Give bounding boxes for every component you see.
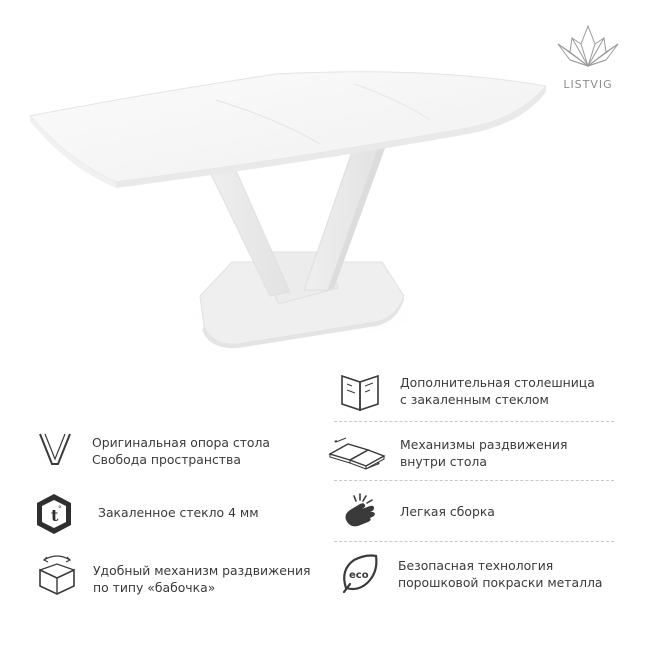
svg-text:t: t <box>51 506 59 525</box>
feature-butterfly <box>36 552 78 600</box>
tempered-glass-icon <box>34 492 74 536</box>
feature-text-tempered-glass: Закаленное стекло 4 мм <box>98 505 259 520</box>
butterfly-box-icon <box>36 552 78 596</box>
divider <box>334 480 614 481</box>
eco-leaf-icon <box>338 552 380 594</box>
feature-v-support <box>38 432 72 472</box>
svg-text:°: ° <box>58 505 62 513</box>
feature-text-easy-assembly: Легкая сборка <box>400 504 495 519</box>
feature-text-extension: Механизмы раздвижения внутри стола <box>400 437 568 469</box>
feature-text-butterfly: Удобный механизм раздвижения по типу «бабочка» <box>93 563 311 595</box>
feature-text-eco: Безопасная технология порошковой покраски металла <box>398 558 603 590</box>
feature-text-v-support: Оригинальная опора стола Свобода пространства <box>92 435 271 467</box>
feature-easy-assembly <box>340 490 382 536</box>
extra-tabletop-icon <box>338 374 382 412</box>
feature-extension <box>328 432 386 476</box>
divider <box>334 541 614 542</box>
brand-name: LISTVIG <box>563 78 613 91</box>
v-support-icon <box>38 432 72 468</box>
divider <box>334 421 614 422</box>
feature-text-extra-tabletop: Дополнительная столешница с закаленным стеклом <box>400 375 595 407</box>
feature-tempered-glass <box>34 492 74 540</box>
extension-mechanism-icon <box>328 432 386 472</box>
feature-extra-tabletop <box>338 374 382 416</box>
feature-eco <box>338 552 380 598</box>
svg-text:eco: eco <box>349 570 369 581</box>
easy-assembly-hand-icon <box>340 490 382 532</box>
